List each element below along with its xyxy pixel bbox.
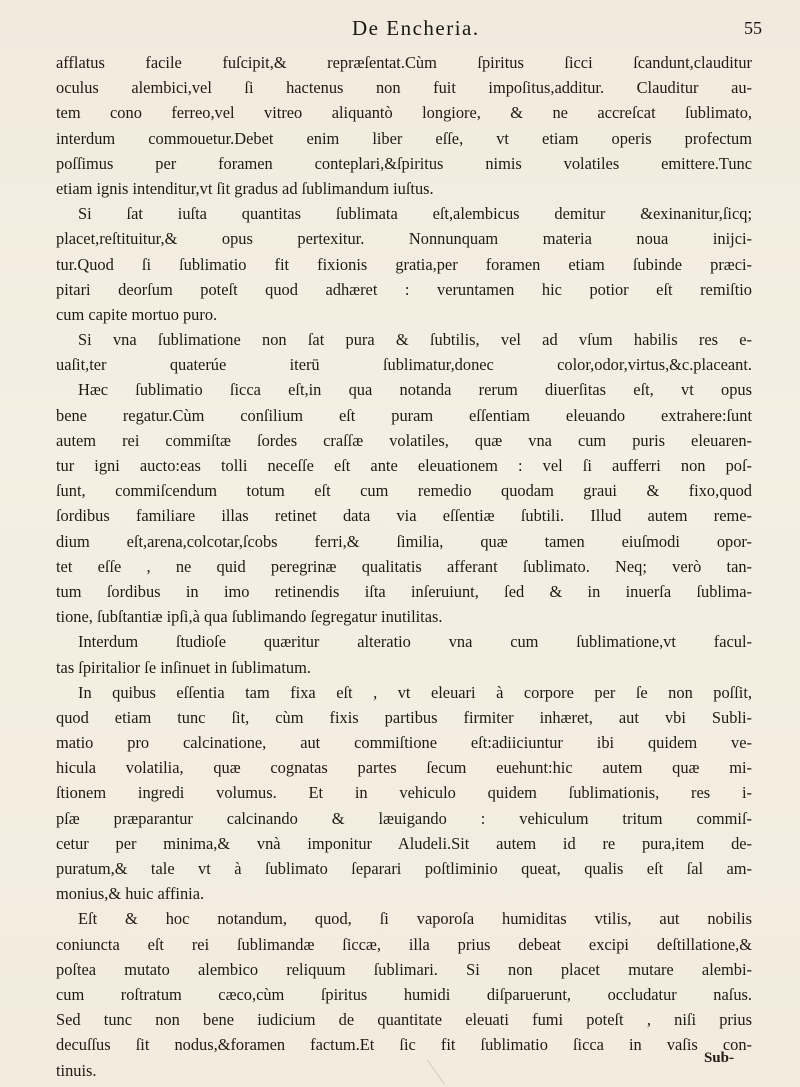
text-line: Eſt & hoc notandum, quod, ſi vaporoſa humiditas vtilis, aut nobilis <box>78 909 752 929</box>
text-line: autem rei commiſtæ ſordes craſſæ volatiles, quæ vna cum puris eleuaren- <box>56 430 752 450</box>
text-line: monius,& huic affinia. <box>56 884 205 904</box>
text-line: dium eſt,arena,colcotar,ſcobs ferri,& ſimilia, quæ tamen eiuſmodi opor- <box>56 531 752 551</box>
text-line: Si vna ſublimatione non ſat pura & ſubtilis, vel ad vſum habilis res e- <box>78 330 752 350</box>
text-line: tum ſordibus in imo retinendis iſta inſeruiunt, ſed & in inuerſa ſublima- <box>56 581 752 601</box>
text-line: tas ſpiritalior ſe inſinuet in ſublimatum. <box>56 657 311 677</box>
text-line: In quibus eſſentia tam fixa eſt , vt eleuari à corpore per ſe non poſſit, <box>78 682 752 702</box>
text-line: Interdum ſtudioſe quæritur alteratio vna cum ſublimatione,vt facul- <box>78 632 752 652</box>
text-line: placet,reſtituitur,& opus pertexitur. Nonnunquam materia noua inijci- <box>56 229 752 249</box>
text-line: afflatus facile fuſcipit,& repræſentat.Cùm ſpiritus ſicci ſcandunt,clauditur <box>56 53 752 72</box>
page-header <box>0 14 800 44</box>
text-line: Hæc ſublimatio ſicca eſt,in qua notanda rerum diuerſitas eſt, vt opus <box>78 380 752 400</box>
text-line: ſtionem ingredi volumus. Et in vehiculo quidem ſublimationis, res i- <box>56 783 752 803</box>
text-line: puratum,& tale vt à ſublimato ſeparari poſtliminio queat, qualis eſt ſal am- <box>56 859 752 878</box>
text-line: poſtea mutato alembico reliquum ſublimari. Si non placet mutare alembi- <box>56 959 752 979</box>
text-line: cum roſtratum cæco,cùm ſpiritus humidi diſparuerunt, occludatur naſus. <box>56 984 752 1004</box>
text-line: matio pro calcinatione, aut commiſtione eſt:adiiciuntur ibi quidem ve- <box>56 733 752 753</box>
text-line: interdum commouetur.Debet enim liber eſſe, vt etiam operis profectum <box>56 128 752 148</box>
text-line: tur igni aucto:eas tolli neceſſe eſt ante eleuationem : vel ſi aufferri non poſ- <box>56 456 752 475</box>
text-line: tur.Quod ſi ſublimatio fit fixionis gratia,per foramen etiam ſubinde præci- <box>56 254 752 274</box>
running-title: De Encheria. <box>352 16 480 40</box>
text-line: Si ſat iuſta quantitas ſublimata eſt,alembicus demitur &exinanitur,ſicq; <box>78 204 752 224</box>
text-line: oculus alembici,vel ſi hactenus non fuit impoſitus,additur. Clauditur au- <box>56 78 752 98</box>
text-line: cum capite mortuo puro. <box>56 304 218 324</box>
text-line: uaſit,ter quaterúe iterū ſublimatur,donec color,odor,virtus,&c.placeant. <box>56 355 752 375</box>
text-line: bene regatur.Cùm conſilium eſt puram eſſentiam eleuando extrahere:ſunt <box>56 405 752 425</box>
text-line: poſſimus per foramen conteplari,&ſpiritus nimis volatiles emittere.Tunc <box>56 153 752 173</box>
text-line: cetur per minima,& vnà imponitur Aludeli.Sit autem id re pura,item de- <box>56 833 752 853</box>
text-line: ſordibus familiare illas retinet data via eſſentiæ ſubtili. Illud autem reme- <box>56 506 752 526</box>
catchword: Sub- <box>703 1050 734 1066</box>
text-line: pitari deorſum poteſt quod adhæret : veruntamen hic potior eſt remiſtio <box>56 279 752 299</box>
text-line: pſæ præparantur calcinando & læuigando : vehiculum tritum commiſ- <box>56 808 752 828</box>
text-line: etiam ignis intenditur,vt ſit gradus ad ſublimandum iuſtus. <box>56 178 434 198</box>
text-line: decuſſus ſit nodus,&foramen factum.Et ſic fit ſublimatio ſicca in vaſis con- <box>56 1035 752 1055</box>
text-line: tet eſſe , ne quid peregrinæ qualitatis afferant ſublimato. Neq; verò tan- <box>56 556 752 576</box>
text-line: hicula volatilia, quæ cognatas partes ſecum euehunt:hic autem quæ mi- <box>56 758 752 778</box>
text-line: Sed tunc non bene iudicium de quantitate eleuati fumi poteſt , niſi prius <box>56 1010 752 1030</box>
text-line: tione, ſubſtantiæ ipſi,à qua ſublimando ſegregatur inutilitas. <box>56 607 443 627</box>
text-line: tem cono ferreo,vel vitreo aliquantò longiore, & ne accreſcat ſublimato, <box>56 103 752 123</box>
text-line: ſunt, commiſcendum totum eſt cum remedio quodam graui & fixo,quod <box>56 481 752 501</box>
text-line: coniuncta eſt rei ſublimandæ ſiccæ, illa prius debeat excipi deſtillatione,& <box>56 934 752 954</box>
text-line: quod etiam tunc ſit, cùm fixis partibus firmiter inhæret, aut vbi Subli- <box>56 707 752 727</box>
body-text <box>56 50 752 1083</box>
page-number: 55 <box>744 18 762 38</box>
text-line: tinuis. <box>56 1060 97 1080</box>
